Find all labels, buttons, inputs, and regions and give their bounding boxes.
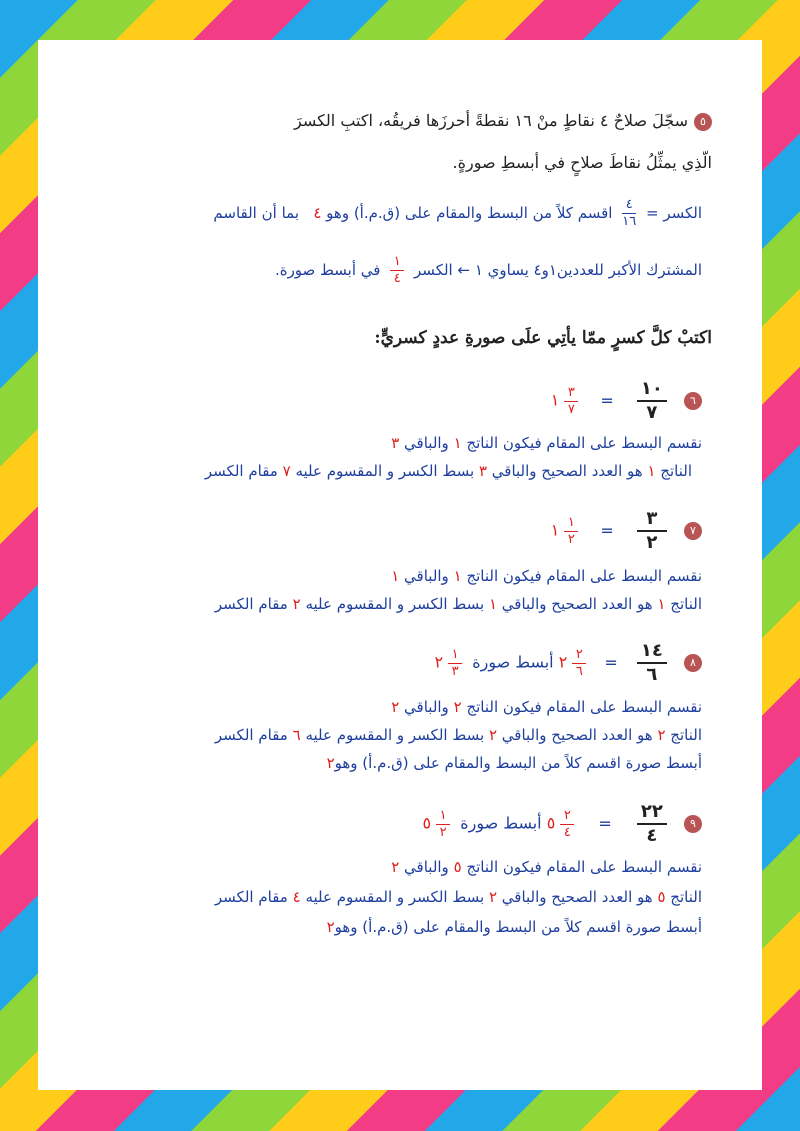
q6-explanation-line2: الناتج ١ هو العدد الصحيح والباقي ٣ بسط الكسر و المقسوم عليه ٧ مقام الكسر <box>204 462 692 480</box>
q5-answer-line1: الكسر = $\frac{٤}{١٦}$ اقسم كلاً من البسط والمقام على (ق.م.أ) وهو ٤ بما أن القاسم <box>213 197 702 229</box>
q9-equation: ٩ ٢٢ ٤ = $\frac{٢}{٤}$ ٥ أبسط صورة $\frac{١}{٢}$ ٥ <box>423 803 702 845</box>
q5-fraction-1-4: $\frac{١}{٤}$ <box>390 255 404 286</box>
q9-explanation-line1: نقسم البسط على المقام فيكون الناتج ٥ والباقي ٢ <box>391 858 702 876</box>
q6-explanation-line1: نقسم البسط على المقام فيكون الناتج ١ والباقي ٣ <box>391 434 702 452</box>
q6-fraction: ١٠ ٧ <box>637 380 667 422</box>
q9-answer-fraction1: $\frac{٢}{٤}$ <box>560 809 574 840</box>
q9-answer-fraction2: $\frac{١}{٢}$ <box>436 809 450 840</box>
section-title: اكتبْ كلَّ كسرٍ ممّا يأتِي علَى صورةِ عددٍ كسريٍّ: <box>374 328 712 348</box>
q7-number-badge: ٧ <box>684 522 702 540</box>
q5-number-badge: ٥ <box>694 113 712 131</box>
q8-answer-fraction1: $\frac{٢}{٦}$ <box>572 648 586 679</box>
q8-number-badge: ٨ <box>684 654 702 672</box>
q5-line1: ٥سجّلَ صلاحٌ ٤ نقاطٍ منْ ١٦ نقطةً أحرزَها فريقُه، اكتبِ الكسرَ <box>294 110 712 132</box>
q7-explanation-line2: الناتج ١ هو العدد الصحيح والباقي ١ بسط الكسر و المقسوم عليه ٢ مقام الكسر <box>214 595 702 613</box>
q8-explanation-line3: أبسط صورة اقسم كلاً من البسط والمقام على (ق.م.أ) وهو٢ <box>326 754 702 772</box>
q7-explanation-line1: نقسم البسط على المقام فيكون الناتج ١ والباقي ١ <box>391 567 702 585</box>
q8-equation: ٨ ١٤ ٦ = $\frac{٢}{٦}$ ٢ أبسط صورة $\frac{١}{٣}$ ٢ <box>435 642 702 684</box>
q8-answer-fraction2: $\frac{١}{٣}$ <box>448 648 462 679</box>
q7-answer-fraction: $\frac{١}{٢}$ <box>564 516 578 547</box>
q7-equation: ٧ ٣ ٢ = $\frac{١}{٢}$ ١ <box>551 510 702 552</box>
q9-explanation-line3: أبسط صورة اقسم كلاً من البسط والمقام على (ق.م.أ) وهو٢ <box>326 918 702 936</box>
q6-answer-fraction: $\frac{٣}{٧}$ <box>564 386 578 417</box>
q7-fraction: ٣ ٢ <box>637 510 667 552</box>
q8-fraction: ١٤ ٦ <box>637 642 667 684</box>
q6-number-badge: ٦ <box>684 392 702 410</box>
q9-explanation-line2: الناتج ٥ هو العدد الصحيح والباقي ٢ بسط الكسر و المقسوم عليه ٤ مقام الكسر <box>214 888 702 906</box>
worksheet-page <box>38 40 762 1090</box>
q9-number-badge: ٩ <box>684 815 702 833</box>
q6-equation: ٦ ١٠ ٧ = $\frac{٣}{٧}$ ١ <box>551 380 702 422</box>
q8-explanation-line2: الناتج ٢ هو العدد الصحيح والباقي ٢ بسط الكسر و المقسوم عليه ٦ مقام الكسر <box>214 726 702 744</box>
q9-fraction: ٢٢ ٤ <box>637 803 667 845</box>
q5-answer-line2: المشترك الأكبر للعددين١و٤ يساوي ١ ← الكسر $\frac{١}{٤}$ في أبسط صورة. <box>274 254 702 286</box>
q5-fraction-4-16: $\frac{٤}{١٦}$ <box>622 197 637 229</box>
q5-line2: الّذِي يمثِّلُ نقاطَ صلاحٍ في أبسطِ صورةٍ. <box>452 153 712 172</box>
q8-explanation-line1: نقسم البسط على المقام فيكون الناتج ٢ والباقي ٢ <box>391 698 702 716</box>
